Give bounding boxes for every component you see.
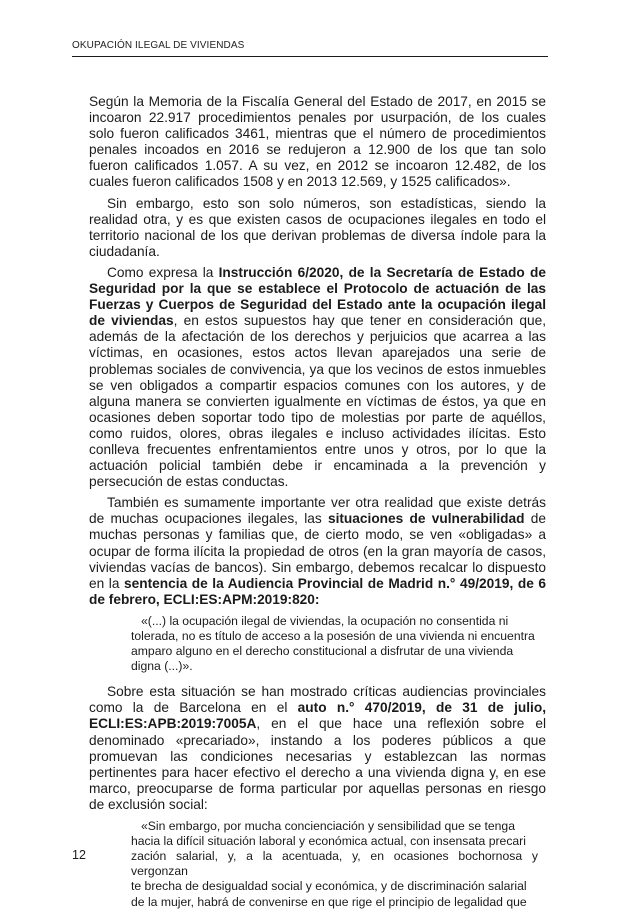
quote-line: de la mujer, habrá de convenirse en que rige el principio de legalidad que xyxy=(131,894,527,909)
paragraph-instruction xyxy=(89,265,546,490)
instruction-citation: Instrucción 6/2020, de la Secretaría de Estado de Seguridad por la que se establece el Protocolo de actuación de las Fuerzas y Cuerpos de Seguridad del Estado ante la ocupación ilegal de viviendas xyxy=(89,264,546,329)
paragraph-vulnerability-body: de muchas personas y familias que, de cierto modo, se ven «obligadas» a ocupar de forma ilícita la propiedad de otros (en la gran mayoría de casos, viviendas vacías de bancos). Sin embargo, debemos recalcar lo dispuesto en la xyxy=(89,511,546,591)
barcelona-auto-citation: auto n.° 470/2019, de 31 de julio, ECLI:ES:APB:2019:7005A xyxy=(89,700,546,732)
quote-line: digna (...)». xyxy=(131,659,193,674)
quote-line: amparo alguno en el derecho constitucional a disfrutar de una vivienda xyxy=(131,644,514,659)
vulnerability-term: situaciones de vulnerabilidad xyxy=(327,511,525,527)
quote-line: hacia la difícil situación laboral y económica actual, con insensata precari xyxy=(131,834,526,849)
page-body xyxy=(89,94,546,920)
paragraph-statistics: Según la Memoria de la Fiscalía General del Estado de 2017, en 2015 se incoaron 22.917 procedimientos penales por usurpación, de los cuales solo fueron calificados 3461, mientras que el número de procedimientos penales incoados en 2016 se redujeron a 12.900 de los que tan solo fueron calificados 1.057. A su vez, en 2012 se incoaron 12.482, de los cuales fueron calificados 1508 y en 2013 12.569, y 1525 calificados». xyxy=(89,94,546,190)
running-header: OKUPACIÓN ILEGAL DE VIVIENDAS xyxy=(72,40,245,51)
paragraph-instruction-intro: Como expresa la xyxy=(107,264,219,280)
page-number: 12 xyxy=(72,848,86,862)
quote-line: tolerada, no es título de acceso a la posesión de una vivienda ni encuentra xyxy=(131,629,535,643)
quote-line: «Sin embargo, por mucha concienciación y sensibilidad que se tenga xyxy=(141,819,515,834)
blockquote-madrid xyxy=(89,614,546,674)
paragraph-barcelona xyxy=(89,684,546,813)
header-rule xyxy=(72,56,548,57)
paragraph-instruction-body: , en estos supuestos hay que tener en consideración que, además de la afectación de los derechos y perjuicios que acarrea a las víctimas, en ocasiones, estos actos llevan aparejados una serie de problemas sociales de convivencia, ya que los vecinos de estos inmuebles se ven obligados a compartir espacios comunes con los autores, y de alguna manera se convierten igualmente en víctimas de éstos, ya que en ocasiones deben soportar todo tipo de molestias por parte de aquéllos, como ruidos, olores, obras ilegales e incluso actividades ilícitas. Esto conlleva frecuentes enfrentamientos entre unos y otros, por lo que la actuación policial también debe ir encaminada a la prevención y persecución de estas conductas. xyxy=(89,313,546,490)
quote-line: «(...) la ocupación ilegal de viviendas, la ocupación no consentida ni xyxy=(141,613,509,628)
quote-line: te brecha de desigualdad social y económica, y de discriminación salarial xyxy=(131,879,527,894)
paragraph-vulnerability xyxy=(89,495,546,608)
paragraph-barcelona-intro: Sobre esta situación se han mostrado críticas audiencias provinciales como la de Barcelona en el xyxy=(89,684,546,716)
paragraph-barcelona-body: , en el que hace una reflexión sobre el denominado «precariado», instando a los poderes públicos a que promuevan las condiciones necesarias y establezcan las normas pertinentes para hacer efectivo el derecho a una vivienda digna y, en ese marco, preocuparse de forma particular por aquellas personas en riesgo de exclusión social: xyxy=(89,716,546,812)
blockquote-barcelona xyxy=(89,819,546,910)
quote-line: zación salarial, y, a la acentuada, y, en ocasiones bochornosa y vergonzan xyxy=(131,849,538,879)
paragraph-vulnerability-intro: También es sumamente importante ver otra realidad que existe detrás de muchas ocupaciones ilegales, las xyxy=(89,495,546,527)
paragraph-reality: Sin embargo, esto son solo números, son estadísticas, siendo la realidad otra, y es que existen casos de ocupaciones ilegales en todo el territorio nacional de los que derivan problemas de diversa índole para la ciudadanía. xyxy=(89,195,546,259)
madrid-sentence-citation: sentencia de la Audiencia Provincial de Madrid n.° 49/2019, de 6 de febrero, ECLI:ES:APM:2019:820: xyxy=(89,575,546,607)
